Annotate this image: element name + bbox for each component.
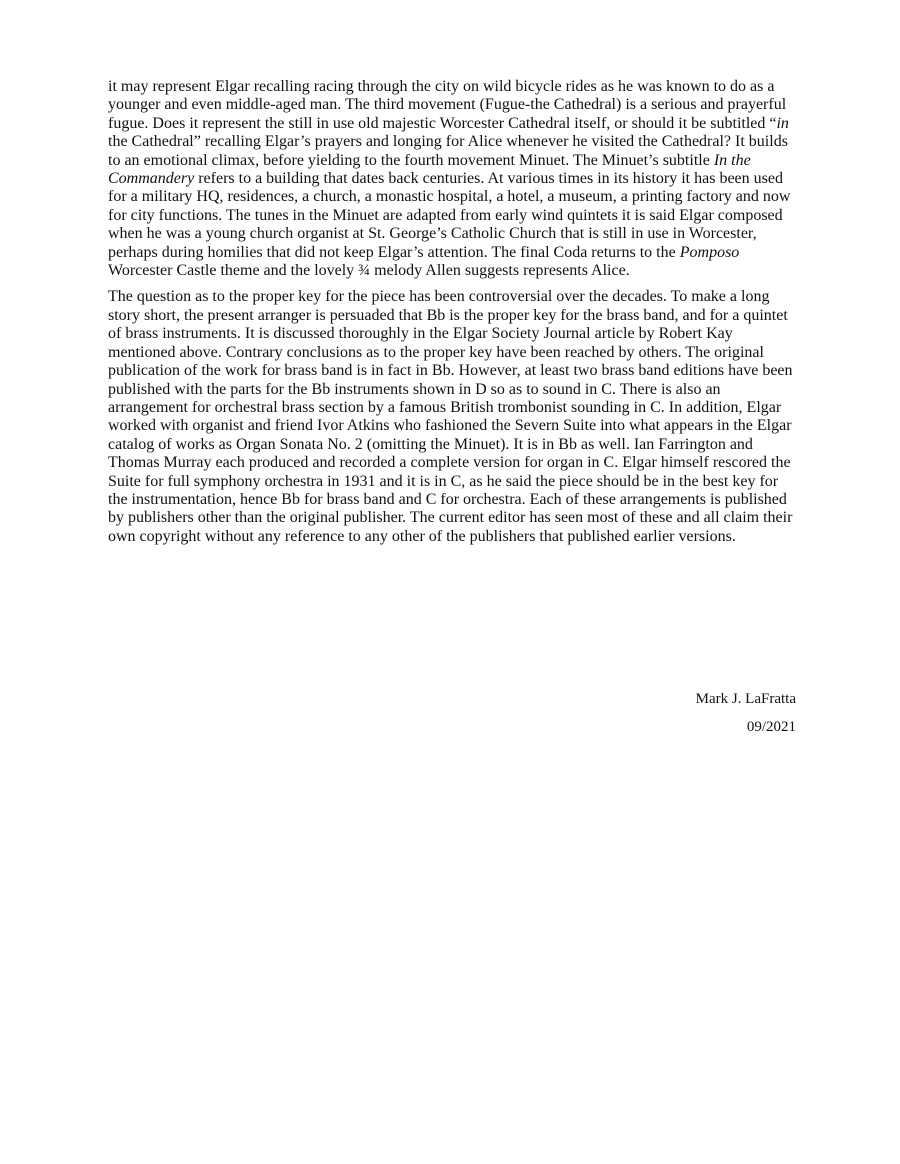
paragraph-2: The question as to the proper key for the piece has been controversial over the decades. To make a long story short, the present arranger is persuaded that Bb is the proper key for the brass band, and for a quintet of brass instruments. It is discussed thoroughly in the Elgar Society Journal article by Robert Kay mentioned above. Contrary conclusions as to the proper key have been reached by others. The original publication of the work for brass band is in fact in Bb. However, at least two brass band editions have been published with the parts for the Bb instruments shown in D so as to sound in C. There is also an arrangement for orchestral brass section by a famous British trombonist sounding in C. In addition, Elgar worked with organist and friend Ivor Atkins who fashioned the Severn Suite into what appears in the Elgar catalog of works as Organ Sonata No. 2 (omitting the Minuet). It is in Bb as well. Ian Farrington and Thomas Murray each produced and recorded a complete version for organ in C. Elgar himself rescored the Suite for full symphony orchestra in 1931 and it is in C, as he said the piece should be in the best key for the instrumentation, hence Bb for brass band and C for orchestra. Each of these arrangements is published by publishers other than the original publisher. The current editor has seen most of these and all claim their own copyright without any reference to any other of the publishers that published earlier versions. [108,288,793,545]
signature-date: 09/2021 [746,719,796,735]
document-body [108,78,798,554]
paragraph-1-text-b: the Cathedral” recalling Elgar’s prayers and longing for Alice whenever he visited the Cathedral? It builds to an emotional climax, before yielding to the fourth movement Minuet. The Minuet’s subtitle [108,133,788,169]
paragraph-1-text-a: it may represent Elgar recalling racing through the city on wild bicycle rides as he was known to do as a younger and even middle-aged man. The third movement (Fugue-the Cathedral) is a serious and prayerful fugue. Does it represent the still in use old majestic Worcester Cathedral itself, or should it be subtitled “ [108,78,787,132]
paragraph-1-italic-in: in [776,114,789,132]
paragraph-1-text-d: Worcester Castle theme and the lovely ¾ melody Allen suggests represents Alice. [108,262,630,280]
paragraph-1 [108,78,798,280]
signature-block [696,690,796,736]
paragraph-1-italic-pomposo: Pomposo [679,243,740,261]
paragraph-1-text-c: refers to a building that dates back centuries. At various times in its history it has been used for a military HQ, residences, a church, a monastic hospital, a hotel, a museum, a printing factory and now for city functions. The tunes in the Minuet are adapted from early wind quintets it is said Elgar composed when he was a young church organist at St. George’s Catholic Church that is still in use in Worcester, perhaps during homilies that did not keep Elgar’s attention. The final Coda returns to the [108,170,791,261]
paragraph-1-italic-commandery: In the Commandery [108,151,751,188]
author-name: Mark J. LaFratta [695,691,796,707]
